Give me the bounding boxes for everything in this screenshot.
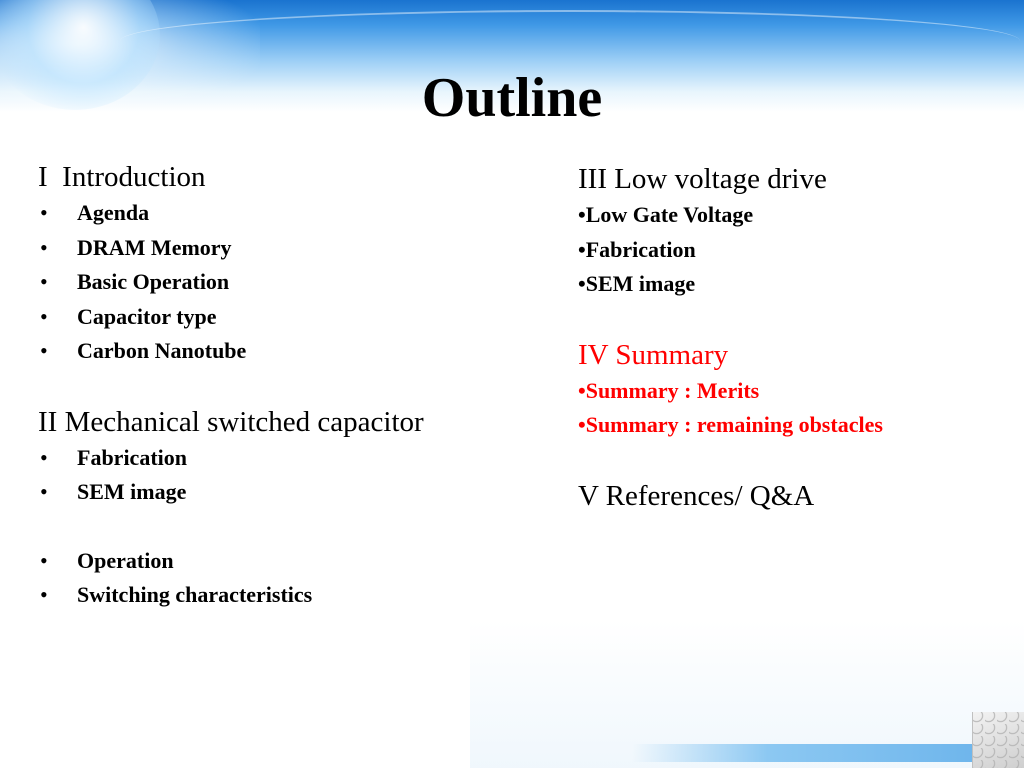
list-item-label: DRAM Memory xyxy=(77,234,232,260)
bullet-icon: • xyxy=(40,269,48,294)
bullet-icon: • xyxy=(40,479,48,504)
spacer xyxy=(38,510,558,544)
header-arc xyxy=(120,10,1020,72)
list-item xyxy=(38,544,558,579)
list-item xyxy=(578,198,1018,233)
slide-title: Outline xyxy=(421,67,603,129)
list-item-label: Fabrication xyxy=(77,444,187,470)
list-item-label: Summary : remaining obstacles xyxy=(585,412,883,437)
section-heading-summary: IV Summary xyxy=(578,338,729,371)
list-item xyxy=(38,300,558,335)
list-item xyxy=(578,408,1018,443)
bullet-icon: • xyxy=(578,412,586,437)
right-column xyxy=(578,160,1018,515)
list-item-label: Carbon Nanotube xyxy=(77,338,247,363)
section-heading-introduction: I Introduction xyxy=(38,161,206,193)
bullet-icon: • xyxy=(40,547,48,573)
list-item xyxy=(578,267,1018,302)
list-item-label: Agenda xyxy=(77,200,150,225)
bullet-icon: • xyxy=(40,303,48,329)
list-item xyxy=(38,578,558,613)
bullet-icon: • xyxy=(40,582,48,607)
list-item-label: Low Gate Voltage xyxy=(585,202,754,227)
spacer xyxy=(578,302,1018,336)
list-item-label: SEM image xyxy=(77,479,187,504)
spacer xyxy=(38,369,558,403)
footer-bar xyxy=(632,744,972,762)
low-voltage-list xyxy=(578,198,1018,302)
section-heading-low-voltage-drive: III Low voltage drive xyxy=(578,163,827,195)
list-item xyxy=(578,374,1018,409)
left-column xyxy=(38,158,558,613)
list-item-label: Summary : Merits xyxy=(585,377,760,403)
bullet-icon: • xyxy=(40,234,48,260)
introduction-list xyxy=(38,196,558,369)
list-item xyxy=(578,233,1018,268)
summary-list xyxy=(578,374,1018,443)
bullet-icon: • xyxy=(578,202,586,227)
bullet-icon: • xyxy=(578,236,586,262)
section-heading-references: V References/ Q&A xyxy=(578,479,815,512)
list-item-label: Operation xyxy=(77,547,174,573)
mechanical-list-b xyxy=(38,544,558,613)
list-item xyxy=(38,231,558,266)
list-item-label: Capacitor type xyxy=(77,303,217,329)
list-item-label: SEM image xyxy=(585,271,696,296)
list-item xyxy=(38,196,558,231)
list-item xyxy=(38,334,558,369)
nanotube-graphic xyxy=(972,712,1024,768)
bullet-icon: • xyxy=(578,377,586,403)
bullet-icon: • xyxy=(40,338,48,363)
list-item-label: Switching characteristics xyxy=(77,582,313,607)
list-item xyxy=(38,475,558,510)
bullet-icon: • xyxy=(40,444,48,470)
spacer xyxy=(578,443,1018,477)
list-item xyxy=(38,265,558,300)
section-heading-mechanical-switched-capacitor: II Mechanical switched capacitor xyxy=(38,405,424,438)
mechanical-list-a xyxy=(38,441,558,510)
bullet-icon: • xyxy=(40,200,48,225)
bullet-icon: • xyxy=(578,271,586,296)
list-item xyxy=(38,441,558,476)
list-item-label: Basic Operation xyxy=(77,269,230,294)
list-item-label: Fabrication xyxy=(585,236,696,262)
